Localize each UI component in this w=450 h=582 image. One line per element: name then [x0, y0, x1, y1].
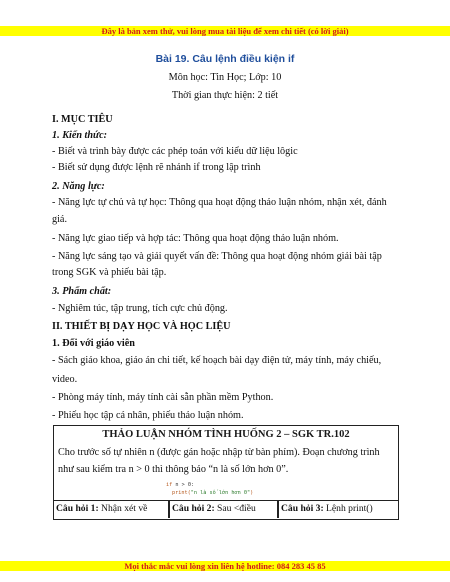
code-condition: n > 0: — [172, 482, 195, 488]
teacher-item: video. — [52, 374, 78, 385]
ability-item: - Năng lực giao tiếp và hợp tác: Thông qua hoạt động thảo luận nhóm. — [52, 233, 339, 244]
teacher-item: - Phiếu học tập cá nhân, phiếu thảo luận nhóm. — [52, 410, 244, 421]
quality-heading: 3. Phẩm chất: — [52, 286, 112, 297]
ability-item: - Năng lực tự chủ và tự học: Thông qua hoạt động thảo luận nhóm, nhận xét, đánh — [52, 197, 387, 208]
duration-line: Thời gian thực hiện: 2 tiết — [171, 90, 279, 101]
teacher-item: - Phòng máy tính, máy tính cài sẵn phần mềm Python. — [52, 392, 274, 403]
section2-heading: II. THIẾT BỊ DẠY HỌC VÀ HỌC LIỆU — [52, 321, 231, 332]
code-function: print( — [172, 490, 191, 496]
code-line — [172, 490, 253, 496]
question-label: Câu hỏi 1: Nhận xét về — [56, 503, 148, 514]
question-cell — [169, 500, 278, 518]
knowledge-heading: 1. Kiến thức: — [52, 130, 108, 141]
discussion-text: như sau kiểm tra n > 0 thì thông báo “n là số lớn hơn 0”. — [58, 464, 289, 475]
teacher-item: - Sách giáo khoa, giáo án chi tiết, kế hoạch bài dạy điện tử, máy tính, máy chiếu, — [52, 355, 382, 366]
ability-item: - Năng lực sáng tạo và giải quyết vấn đề: Thông qua hoạt động nhóm giải bài tập — [52, 251, 382, 262]
discussion-title: THẢO LUẬN NHÓM TÌNH HUỐNG 2 – SGK TR.102 — [102, 429, 350, 440]
section1-heading: I. MỤC TIÊU — [52, 114, 113, 125]
discussion-box — [53, 425, 399, 520]
hotline-banner: Mọi thắc mắc vui lòng xin liên hệ hotline: 084 283 45 85 — [0, 561, 450, 571]
knowledge-item: - Biết và trình bày được các phép toán với kiểu dữ liệu lôgic — [52, 146, 298, 157]
question-label: Câu hỏi 3: Lệnh print() — [281, 503, 373, 514]
knowledge-item: - Biết sử dụng được lệnh rẽ nhánh if trong lập trình — [52, 162, 261, 173]
preview-banner: Đây là bản xem thử, vui lòng mua tài liệu để xem chi tiết (có lời giải) — [0, 26, 450, 36]
ability-heading: 2. Năng lực: — [52, 181, 105, 192]
question-label: Câu hỏi 2: Sau <điều — [172, 503, 256, 514]
questions-row — [53, 500, 399, 518]
code-line — [166, 482, 194, 488]
code-keyword: if — [166, 482, 173, 488]
code-string: "n là số lớn hơn 0" — [190, 490, 251, 496]
ability-item: giá. — [52, 214, 67, 225]
lesson-title: Bài 19. Câu lệnh điều kiện if — [155, 53, 295, 65]
question-cell — [278, 500, 399, 518]
quality-item: - Nghiêm túc, tập trung, tích cực chủ động. — [52, 303, 228, 314]
ability-item: trong SGK và phiếu bài tập. — [52, 267, 167, 278]
discussion-text: Cho trước số tự nhiên n (được gán hoặc nhập từ bàn phím). Đoạn chương trình — [58, 447, 380, 458]
question-cell — [53, 500, 169, 518]
subject-line: Môn học: Tin Học; Lớp: 10 — [168, 72, 282, 83]
code-paren: ) — [250, 490, 254, 496]
teacher-heading: 1. Đối với giáo viên — [52, 338, 135, 349]
